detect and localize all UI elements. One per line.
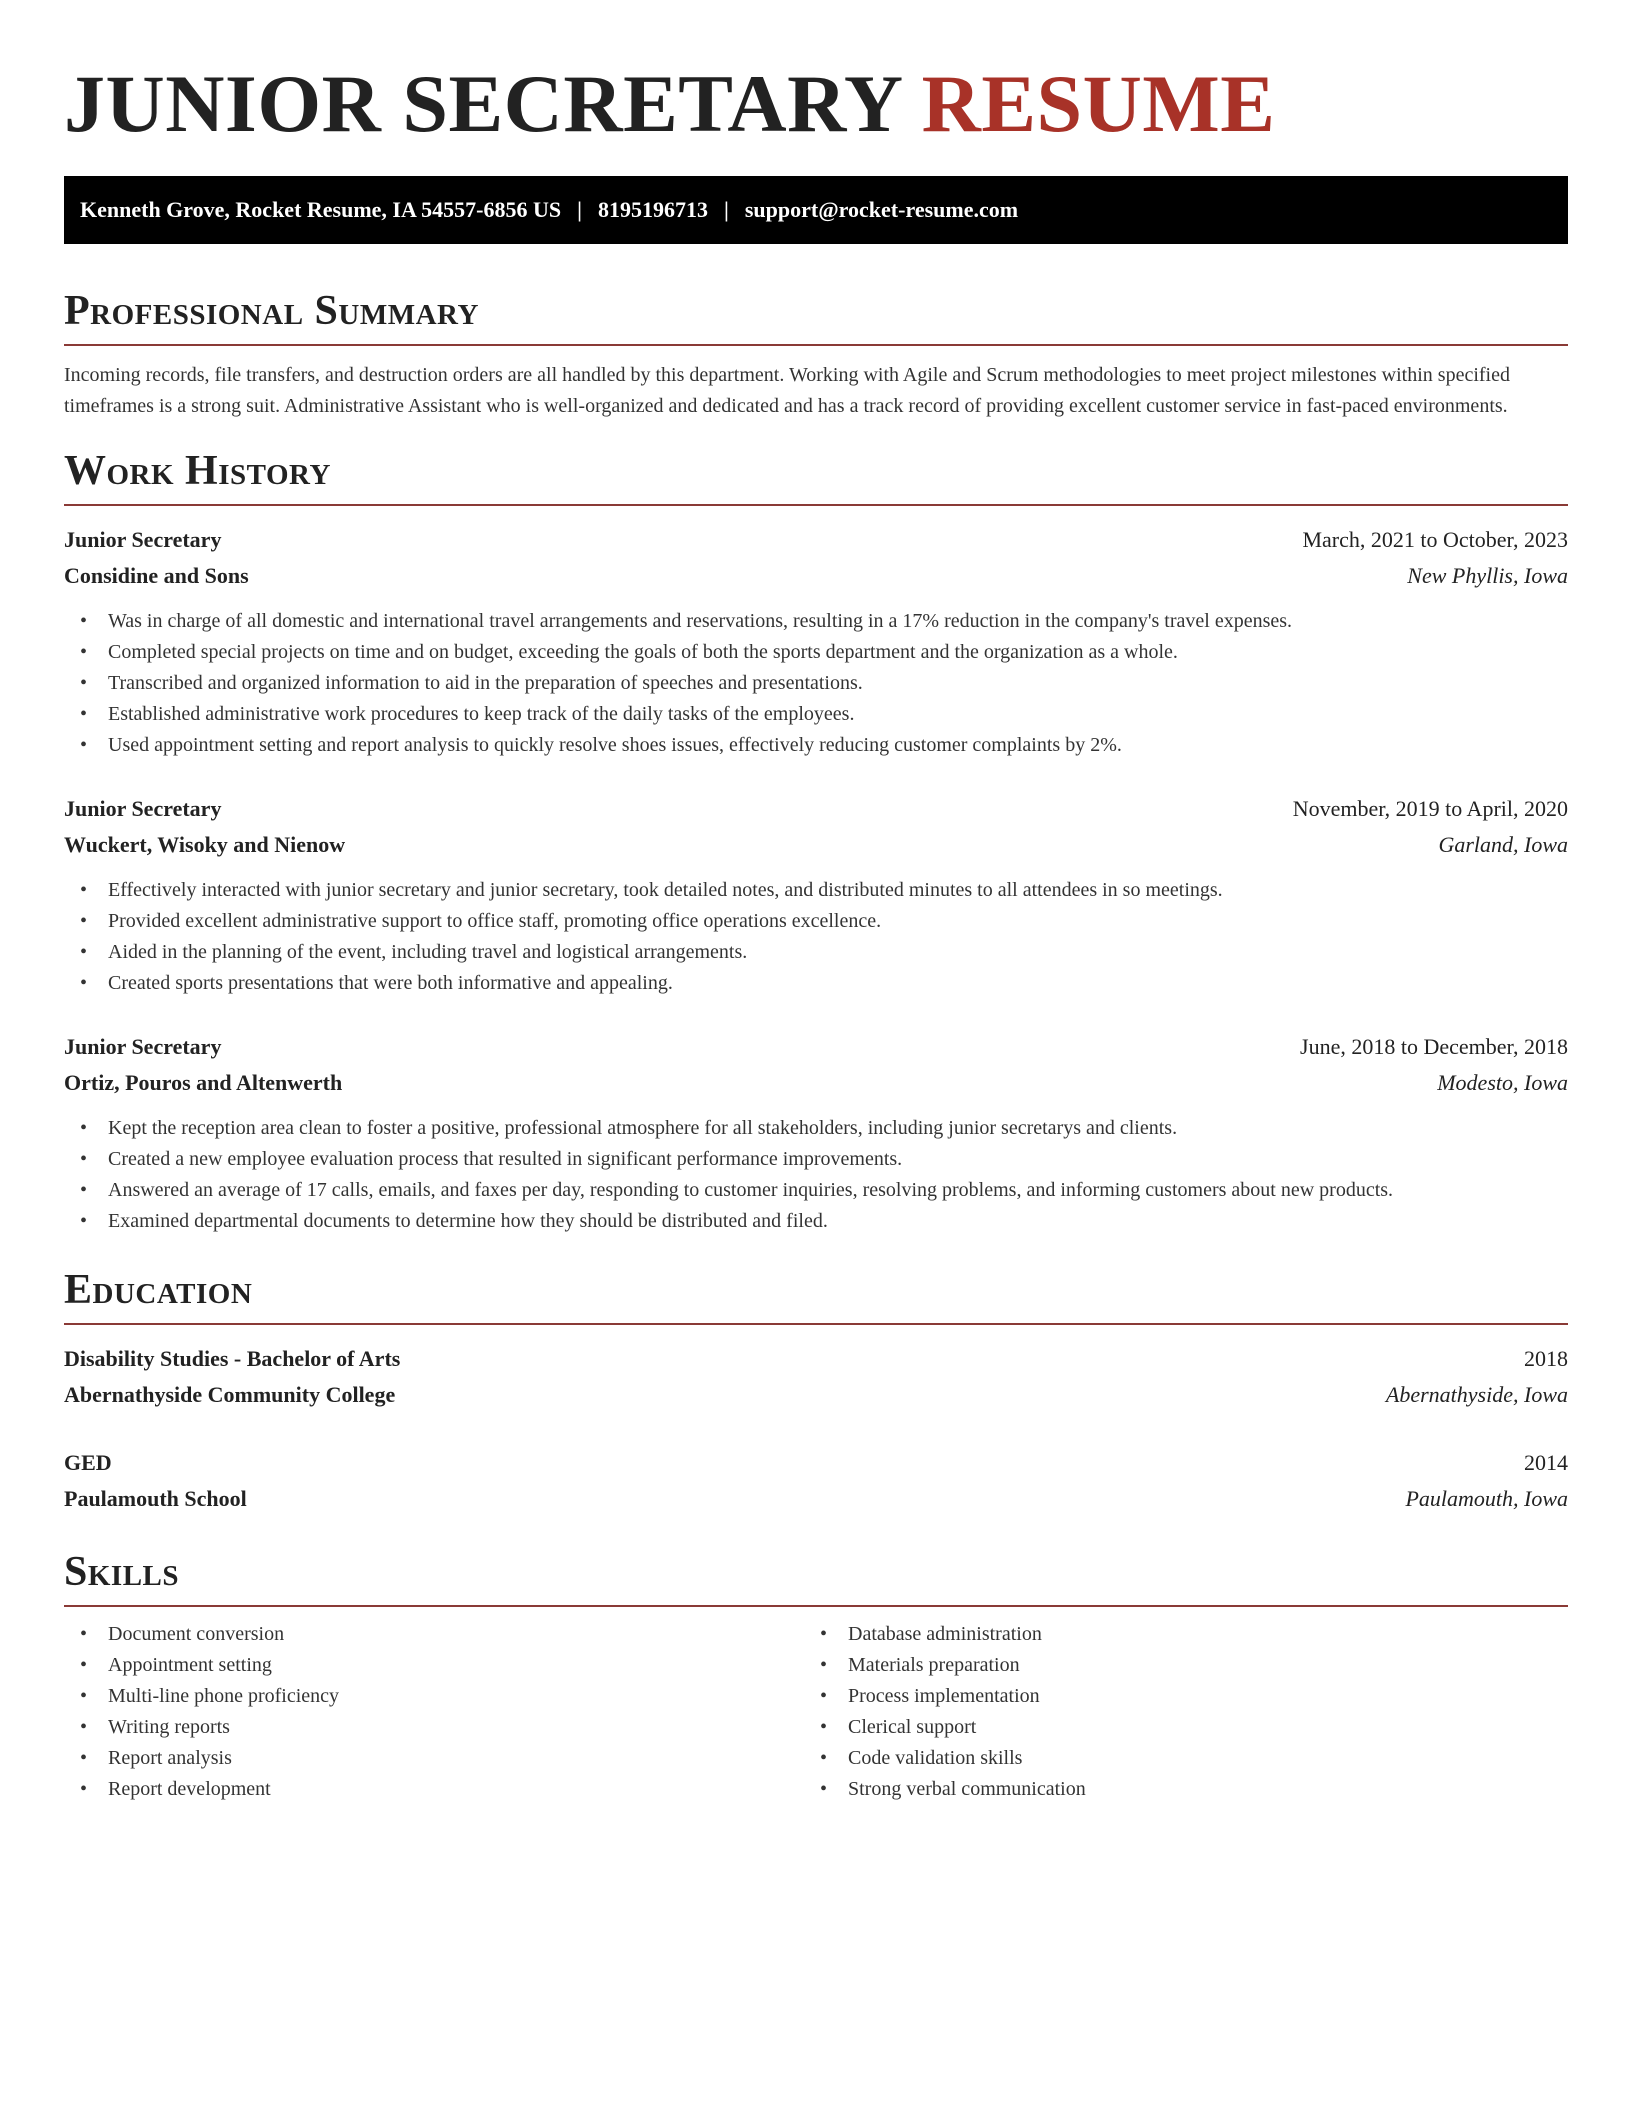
contact-email: support@rocket-resume.com [744,197,1019,222]
job-entry [64,791,1568,999]
education-school: Paulamouth School [64,1486,247,1511]
job-company-row [64,558,1568,594]
list-item: • Report analysis [64,1743,804,1774]
resume-title [64,0,1568,176]
education-location: Paulamouth, Iowa [1405,1486,1568,1511]
work-history-heading: Work History [64,448,331,494]
list-item: • Strong verbal communication [804,1774,1544,1805]
section-divider [64,504,1568,506]
skills-list-right [804,1619,1544,1805]
job-dates: November, 2019 to April, 2020 [1292,796,1568,821]
education-degree-row [64,1445,1568,1481]
work-history-section [64,446,1568,1237]
job-title: Junior Secretary [64,527,222,552]
section-divider [64,344,1568,346]
list-item: • Provided excellent administrative support to office staff, promoting office operations excellence. [64,906,1568,937]
job-header-row [64,791,1568,827]
job-location: Garland, Iowa [1438,832,1568,857]
list-item: • Document conversion [64,1619,804,1650]
education-year: 2018 [1524,1346,1568,1371]
title-accent: RESUME [921,58,1276,149]
contact-separator: | [723,197,729,222]
education-school-row [64,1377,1568,1413]
job-header-row [64,522,1568,558]
section-divider [64,1605,1568,1607]
job-entry [64,1029,1568,1237]
list-item: • Answered an average of 17 calls, emails, and faxes per day, responding to customer inquiries, resolving problems, and informing customers about new products. [64,1175,1568,1206]
job-title: Junior Secretary [64,1034,222,1059]
resume-page [64,0,1568,1805]
skills-heading: Skills [64,1549,180,1595]
contact-phone: 8195196713 [597,197,708,222]
job-company: Ortiz, Pouros and Altenwerth [64,1070,343,1095]
job-company: Considine and Sons [64,563,249,588]
list-item: • Report development [64,1774,804,1805]
education-degree: GED [64,1450,112,1475]
education-degree-row [64,1341,1568,1377]
summary-heading: Professional Summary [64,288,479,334]
job-bullets [64,1113,1568,1237]
list-item: • Used appointment setting and report analysis to quickly resolve shoes issues, effectively reducing customer complaints by 2%. [64,730,1568,761]
list-item: • Writing reports [64,1712,804,1743]
education-section [64,1265,1568,1517]
skills-columns [64,1619,1568,1805]
education-school-row [64,1481,1568,1517]
skills-section [64,1547,1568,1805]
job-company-row [64,1065,1568,1101]
list-item: • Aided in the planning of the event, including travel and logistical arrangements. [64,937,1568,968]
education-degree: Disability Studies - Bachelor of Arts [64,1346,401,1371]
list-item: • Established administrative work procedures to keep track of the daily tasks of the employees. [64,699,1568,730]
list-item: • Was in charge of all domestic and international travel arrangements and reservations, resulting in a 17% reduction in the company's travel expenses. [64,606,1568,637]
education-school: Abernathyside Community College [64,1382,396,1407]
list-item: • Appointment setting [64,1650,804,1681]
job-bullets [64,606,1568,761]
contact-address: Kenneth Grove, Rocket Resume, IA 54557-6856 US [80,197,562,222]
list-item: • Completed special projects on time and on budget, exceeding the goals of both the sports department and the organization as a whole. [64,637,1568,668]
summary-section [64,286,1568,422]
job-bullets [64,875,1568,999]
list-item: • Code validation skills [804,1743,1544,1774]
list-item: • Created a new employee evaluation process that resulted in significant performance improvements. [64,1144,1568,1175]
education-entry [64,1445,1568,1517]
summary-text: Incoming records, file transfers, and destruction orders are all handled by this department. Working with Agile and Scrum methodologies to meet project milestones within specified timeframes is a strong suit. Administrative Assistant who is well-organized and dedicated and has a track record of providing excellent customer service in fast-paced environments. [64,364,1510,417]
title-main: JUNIOR SECRETARY [64,58,901,149]
list-item: • Effectively interacted with junior secretary and junior secretary, took detailed notes, and distributed minutes to all attendees in so meetings. [64,875,1568,906]
skills-list-left [64,1619,804,1805]
job-location: Modesto, Iowa [1437,1070,1568,1095]
education-year: 2014 [1524,1450,1568,1475]
education-heading: Education [64,1267,253,1313]
job-company-row [64,827,1568,863]
list-item: • Kept the reception area clean to foster a positive, professional atmosphere for all stakeholders, including junior secretarys and clients. [64,1113,1568,1144]
list-item: • Materials preparation [804,1650,1544,1681]
education-entry [64,1341,1568,1413]
job-location: New Phyllis, Iowa [1407,563,1568,588]
list-item: • Clerical support [804,1712,1544,1743]
list-item: • Examined departmental documents to determine how they should be distributed and filed. [64,1206,1568,1237]
contact-separator: | [577,197,582,222]
list-item: • Created sports presentations that were both informative and appealing. [64,968,1568,999]
job-dates: March, 2021 to October, 2023 [1302,527,1568,552]
education-location: Abernathyside, Iowa [1385,1382,1568,1407]
job-entry [64,522,1568,761]
list-item: • Multi-line phone proficiency [64,1681,804,1712]
list-item: • Process implementation [804,1681,1544,1712]
list-item: • Transcribed and organized information to aid in the preparation of speeches and presentations. [64,668,1568,699]
section-divider [64,1323,1568,1325]
job-dates: June, 2018 to December, 2018 [1300,1034,1568,1059]
job-company: Wuckert, Wisoky and Nienow [64,832,346,857]
job-title: Junior Secretary [64,796,222,821]
contact-bar [64,176,1568,244]
job-header-row [64,1029,1568,1065]
list-item: • Database administration [804,1619,1544,1650]
